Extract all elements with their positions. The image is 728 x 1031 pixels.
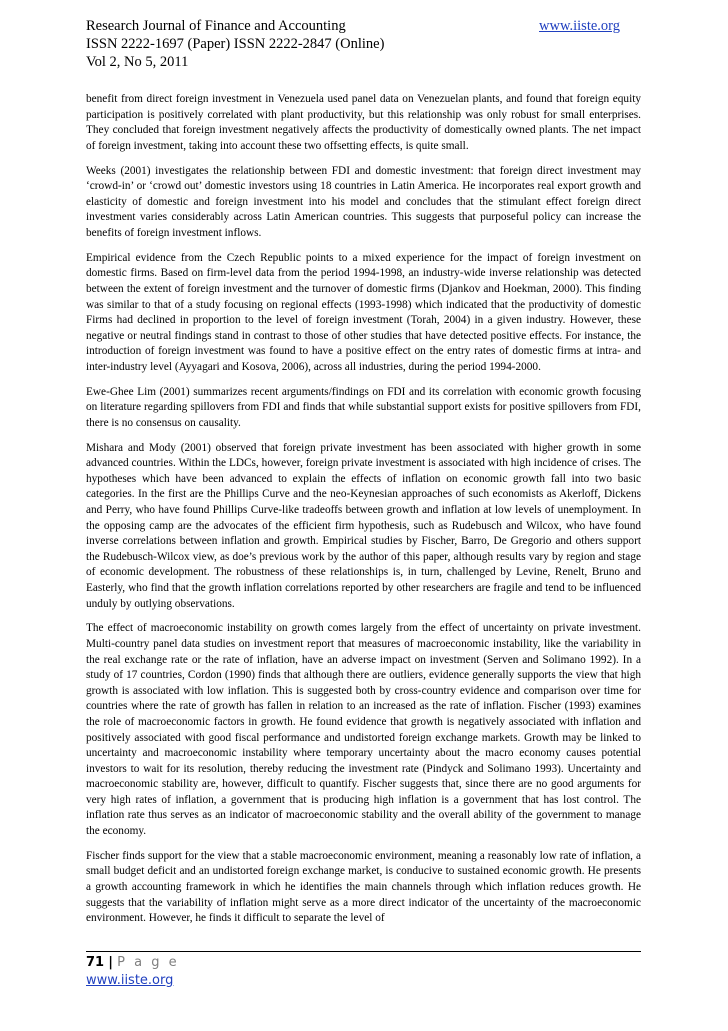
paragraph: Mishara and Mody (2001) observed that foreign private investment has been associated with higher growth in some advanced countries. Within the LDCs, however, foreign private investment is associated with high incidence of crises. The hypotheses which have been advanced to explain the effects of inflation on economic growth fall into two basic categories. In the first are the Phillips Curve and the neo-Keynesian approaches of such economists as Akerloff, Dickens and Perry, who have found Phillips Curve-like tradeoffs between growth and inflation at low levels of unemployment. In the opposing camp are the advocates of the efficient firm hypothesis, such as Rudebusch and Wilcox, who have found inverse correlations between inflation and growth. Empirical studies by Fischer, Barro, De Gregorio and others support the Rudebusch-Wilcox view, as doe’s previous work by the author of this paper, although results vary by region and stage of economic development. The robustness of these relationships is, in turn, challenged by Levine, Renelt, Bruno and Easterly, who find that the growth inflation correlations reported by other researchers are fragile and tend to be influenced unduly by outlying observations. — [86, 441, 641, 610]
page-number: 71 — [86, 955, 105, 970]
journal-title: Research Journal of Finance and Accounting — [86, 18, 346, 34]
page-word: P a g e — [117, 955, 180, 970]
journal-url-link[interactable]: www.iiste.org — [539, 18, 620, 34]
issn-line: ISSN 2222-1697 (Paper) ISSN 2222-2847 (Online) — [86, 36, 385, 52]
paragraph: benefit from direct foreign investment in Venezuela used panel data on Venezuelan plants, and found that foreign equity participation is positively correlated with plant productivity, but this relationship was only robust for small enterprises. They concluded that foreign investment negatively affects the productivity of domestically owned plants. The net impact of foreign investment, taking into account these two offsetting effects, is quite small. — [86, 93, 641, 152]
page-indicator — [86, 954, 179, 972]
paragraph: Empirical evidence from the Czech Republic points to a mixed experience for the impact of foreign investment on domestic firms. Based on firm-level data from the period 1994-1998, an industry-wide inverse relationship was detected between the extent of foreign investment and the turnover of domestic firms (Djankov and Hoekman, 2000). This finding was similar to that of a study focusing on regional effects (1993-1998) which indicated that the productivity of domestic Firms had declined in proportion to the level of foreign investment (Torah, 2004) in a given industry. However, these negative or neutral findings stand in contrast to those of other studies that have detected positive effects. For instance, the introduction of foreign investment was found to have a positive effect on the entry rates of domestic firms at intra- and inter-industry level (Ayyagari and Kosova, 2006), across all industries, during the period 1994-2000. — [86, 251, 641, 373]
footer-divider — [86, 951, 641, 952]
paragraph: Weeks (2001) investigates the relationship between FDI and domestic investment: that foreign direct investment may ‘crowd-in’ or ‘crowd out’ domestic investors using 18 countries in Latin America. He incorporates real export growth and elasticity of domestic and foreign investment into his model and concludes that the stimulant effect foreign direct investment varies considerably across Latin American countries. This suggests that purposeful policy can increase the benefits of foreign investment inflows. — [86, 164, 641, 239]
paragraph: The effect of macroeconomic instability on growth comes largely from the effect of uncertainty on private investment. Multi-country panel data studies on investment report that measures of macroeconomic instability, like the variability in the real exchange rate or the rate of inflation, have an adverse impact on investment (Serven and Solimano 1992). In a study of 17 countries, Cordon (1990) finds that although there are outliers, evidence generally supports the view that high growth is associated with low inflation. This is suggested both by cross-country evidence and comparison over time for countries where the rate of growth has fallen in relation to an increased as the rate of inflation. Fischer (1993) examines the role of macroeconomic factors in growth. He found evidence that growth is negatively associated with inflation and positively associated with good fiscal performance and undistorted foreign exchange markets. Growth may be linked to uncertainty and macroeconomic instability where temporary uncertainty about the macro economy causes potential investors to wait for its resolution, thereby reducing the investment rate (Pindyck and Solimano 1993). Uncertainty and macroeconomic stability are, however, difficult to quantify. Fischer suggests that, since there are no good arguments for very high rates of inflation, a government that is producing high inflation is a government that has lost control. The inflation rate thus serves as an indicator of macroeconomic stability and the overall ability of the government to manage the economy. — [86, 622, 641, 838]
paragraph: Ewe-Ghee Lim (2001) summarizes recent arguments/findings on FDI and its correlation with economic growth focusing on literature regarding spillovers from FDI and finds that while substantial support exists for positive spillovers from FDI, there is no consensus on causality. — [86, 385, 641, 429]
footer-site-link[interactable]: www.iiste.org — [86, 973, 174, 988]
page-separator: | — [108, 955, 113, 970]
volume-line: Vol 2, No 5, 2011 — [86, 54, 189, 70]
article-body — [86, 92, 641, 936]
paragraph: Fischer finds support for the view that a stable macroeconomic environment, meaning a reasonably low rate of inflation, a small budget deficit and an undistorted foreign exchange market, is conducive to sustained economic growth. He presents a growth accounting framework in which he identifies the main channels through which inflation reduces growth. He suggests that the variability of inflation might serve as a more direct indicator of the uncertainty of the macroeconomic environment. However, he finds it difficult to separate the level of — [86, 849, 641, 925]
page-header — [86, 17, 646, 71]
page-footer — [86, 954, 179, 990]
